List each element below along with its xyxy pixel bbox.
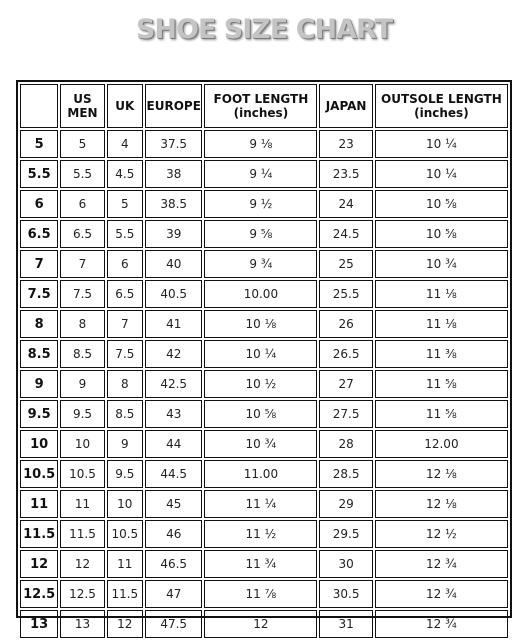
us-men-cell: 6.5	[60, 220, 104, 248]
us-men-cell: 12	[60, 550, 104, 578]
table-row	[20, 460, 508, 488]
page-title: SHOE SIZE CHART	[135, 14, 393, 45]
europe-cell: 47.5	[145, 610, 202, 638]
foot-length-cell: 10 ⅝	[204, 400, 317, 428]
europe-cell: 42	[145, 340, 202, 368]
size-cell: 10	[20, 430, 58, 458]
size-chart-table	[18, 82, 510, 640]
table-row	[20, 310, 508, 338]
table-row	[20, 400, 508, 428]
uk-cell: 9.5	[107, 460, 143, 488]
outsole-length-cell: 12 ¾	[375, 610, 508, 638]
japan-header	[319, 84, 372, 128]
us-men-cell: 10.5	[60, 460, 104, 488]
size-cell: 7	[20, 250, 58, 278]
foot-length-cell: 11 ¼	[204, 490, 317, 518]
table-row	[20, 130, 508, 158]
foot-length-cell: 9 ¾	[204, 250, 317, 278]
table-row	[20, 370, 508, 398]
us-men-cell: 8	[60, 310, 104, 338]
outsole-length-header	[375, 84, 508, 128]
europe-cell: 39	[145, 220, 202, 248]
foot-length-cell: 11 ½	[204, 520, 317, 548]
foot-length-cell: 9 ⅝	[204, 220, 317, 248]
europe-cell: 46.5	[145, 550, 202, 578]
foot-length-cell: 12	[204, 610, 317, 638]
outsole-length-cell: 11 ⅝	[375, 400, 508, 428]
table-row	[20, 550, 508, 578]
us-men-cell: 11.5	[60, 520, 104, 548]
europe-cell: 41	[145, 310, 202, 338]
uk-cell: 7	[107, 310, 143, 338]
us-men-cell: 6	[60, 190, 104, 218]
japan-cell: 29.5	[319, 520, 372, 548]
table-row	[20, 250, 508, 278]
table-row	[20, 580, 508, 608]
uk-cell: 8.5	[107, 400, 143, 428]
japan-cell: 27	[319, 370, 372, 398]
header-label-line1: JAPAN	[325, 99, 367, 113]
us-men-cell: 5	[60, 130, 104, 158]
us-men-cell: 11	[60, 490, 104, 518]
uk-cell: 6	[107, 250, 143, 278]
table-row	[20, 520, 508, 548]
us-men-header	[60, 84, 104, 128]
size-cell: 12	[20, 550, 58, 578]
uk-cell: 10.5	[107, 520, 143, 548]
header-label-line2: (inches)	[233, 106, 289, 120]
table-row	[20, 220, 508, 248]
header-label-line1: FOOT LENGTH	[213, 92, 309, 106]
size-cell: 13	[20, 610, 58, 638]
size-cell: 10.5	[20, 460, 58, 488]
table-row	[20, 280, 508, 308]
table-row	[20, 490, 508, 518]
outsole-length-cell: 10 ⅝	[375, 190, 508, 218]
outsole-length-cell: 12.00	[375, 430, 508, 458]
table-row	[20, 610, 508, 638]
uk-cell: 8	[107, 370, 143, 398]
uk-cell: 10	[107, 490, 143, 518]
outsole-length-cell: 12 ½	[375, 520, 508, 548]
foot-length-cell: 9 ¼	[204, 160, 317, 188]
foot-length-header	[204, 84, 317, 128]
header-label-line1: OUTSOLE LENGTH	[381, 92, 502, 106]
europe-cell: 43	[145, 400, 202, 428]
europe-cell: 42.5	[145, 370, 202, 398]
size-cell: 5.5	[20, 160, 58, 188]
uk-cell: 12	[107, 610, 143, 638]
us-men-cell: 12.5	[60, 580, 104, 608]
us-men-cell: 9	[60, 370, 104, 398]
uk-cell: 11	[107, 550, 143, 578]
japan-cell: 30	[319, 550, 372, 578]
japan-cell: 25.5	[319, 280, 372, 308]
europe-header	[145, 84, 202, 128]
japan-cell: 27.5	[319, 400, 372, 428]
foot-length-cell: 9 ½	[204, 190, 317, 218]
us-men-cell: 5.5	[60, 160, 104, 188]
europe-cell: 44	[145, 430, 202, 458]
table-row	[20, 160, 508, 188]
uk-header	[107, 84, 143, 128]
europe-cell: 37.5	[145, 130, 202, 158]
europe-cell: 38.5	[145, 190, 202, 218]
foot-length-cell: 10 ⅛	[204, 310, 317, 338]
size-cell: 7.5	[20, 280, 58, 308]
foot-length-cell: 11 ⅞	[204, 580, 317, 608]
japan-cell: 24	[319, 190, 372, 218]
us-men-cell: 7.5	[60, 280, 104, 308]
japan-cell: 23	[319, 130, 372, 158]
header-label-line1: EUROPE	[146, 99, 201, 113]
japan-cell: 29	[319, 490, 372, 518]
header-label-line2: (inches)	[414, 106, 469, 120]
size-cell: 11	[20, 490, 58, 518]
us-men-cell: 10	[60, 430, 104, 458]
uk-cell: 9	[107, 430, 143, 458]
uk-cell: 5.5	[107, 220, 143, 248]
header-label-line1: UK	[115, 99, 135, 113]
outsole-length-cell: 10 ¼	[375, 130, 508, 158]
table-row	[20, 430, 508, 458]
japan-cell: 28	[319, 430, 372, 458]
uk-cell: 4.5	[107, 160, 143, 188]
outsole-length-cell: 12 ⅛	[375, 460, 508, 488]
table-row	[20, 190, 508, 218]
foot-length-cell: 9 ⅛	[204, 130, 317, 158]
outsole-length-cell: 12 ¾	[375, 550, 508, 578]
uk-cell: 7.5	[107, 340, 143, 368]
us-men-cell: 8.5	[60, 340, 104, 368]
uk-cell: 4	[107, 130, 143, 158]
foot-length-cell: 11 ¾	[204, 550, 317, 578]
europe-cell: 45	[145, 490, 202, 518]
europe-cell: 44.5	[145, 460, 202, 488]
europe-cell: 46	[145, 520, 202, 548]
japan-cell: 26.5	[319, 340, 372, 368]
size-cell: 9.5	[20, 400, 58, 428]
outsole-length-cell: 11 ⅜	[375, 340, 508, 368]
size-cell: 9	[20, 370, 58, 398]
size-cell: 12.5	[20, 580, 58, 608]
us-men-cell: 9.5	[60, 400, 104, 428]
europe-cell: 38	[145, 160, 202, 188]
corner-header-cell	[20, 84, 58, 128]
japan-cell: 24.5	[319, 220, 372, 248]
outsole-length-cell: 10 ¾	[375, 250, 508, 278]
foot-length-cell: 10 ¼	[204, 340, 317, 368]
outsole-length-cell: 12 ⅛	[375, 490, 508, 518]
foot-length-cell: 10 ¾	[204, 430, 317, 458]
uk-cell: 11.5	[107, 580, 143, 608]
header-label-line2: MEN	[67, 106, 98, 120]
japan-cell: 26	[319, 310, 372, 338]
japan-cell: 23.5	[319, 160, 372, 188]
uk-cell: 6.5	[107, 280, 143, 308]
header-label-line1: US	[73, 92, 92, 106]
outsole-length-cell: 11 ⅝	[375, 370, 508, 398]
size-cell: 6.5	[20, 220, 58, 248]
foot-length-cell: 11.00	[204, 460, 317, 488]
japan-cell: 25	[319, 250, 372, 278]
foot-length-cell: 10 ½	[204, 370, 317, 398]
table-row	[20, 340, 508, 368]
size-cell: 11.5	[20, 520, 58, 548]
japan-cell: 28.5	[319, 460, 372, 488]
japan-cell: 30.5	[319, 580, 372, 608]
outsole-length-cell: 12 ¾	[375, 580, 508, 608]
europe-cell: 47	[145, 580, 202, 608]
size-cell: 8.5	[20, 340, 58, 368]
size-cell: 8	[20, 310, 58, 338]
uk-cell: 5	[107, 190, 143, 218]
outsole-length-cell: 10 ⅝	[375, 220, 508, 248]
us-men-cell: 7	[60, 250, 104, 278]
outsole-length-cell: 11 ⅛	[375, 310, 508, 338]
japan-cell: 31	[319, 610, 372, 638]
europe-cell: 40.5	[145, 280, 202, 308]
size-chart-frame	[16, 80, 512, 632]
europe-cell: 40	[145, 250, 202, 278]
outsole-length-cell: 11 ⅛	[375, 280, 508, 308]
header-row	[20, 84, 508, 128]
us-men-cell: 13	[60, 610, 104, 638]
foot-length-cell: 10.00	[204, 280, 317, 308]
size-cell: 6	[20, 190, 58, 218]
table-body	[20, 130, 508, 638]
outsole-length-cell: 10 ¼	[375, 160, 508, 188]
size-cell: 5	[20, 130, 58, 158]
